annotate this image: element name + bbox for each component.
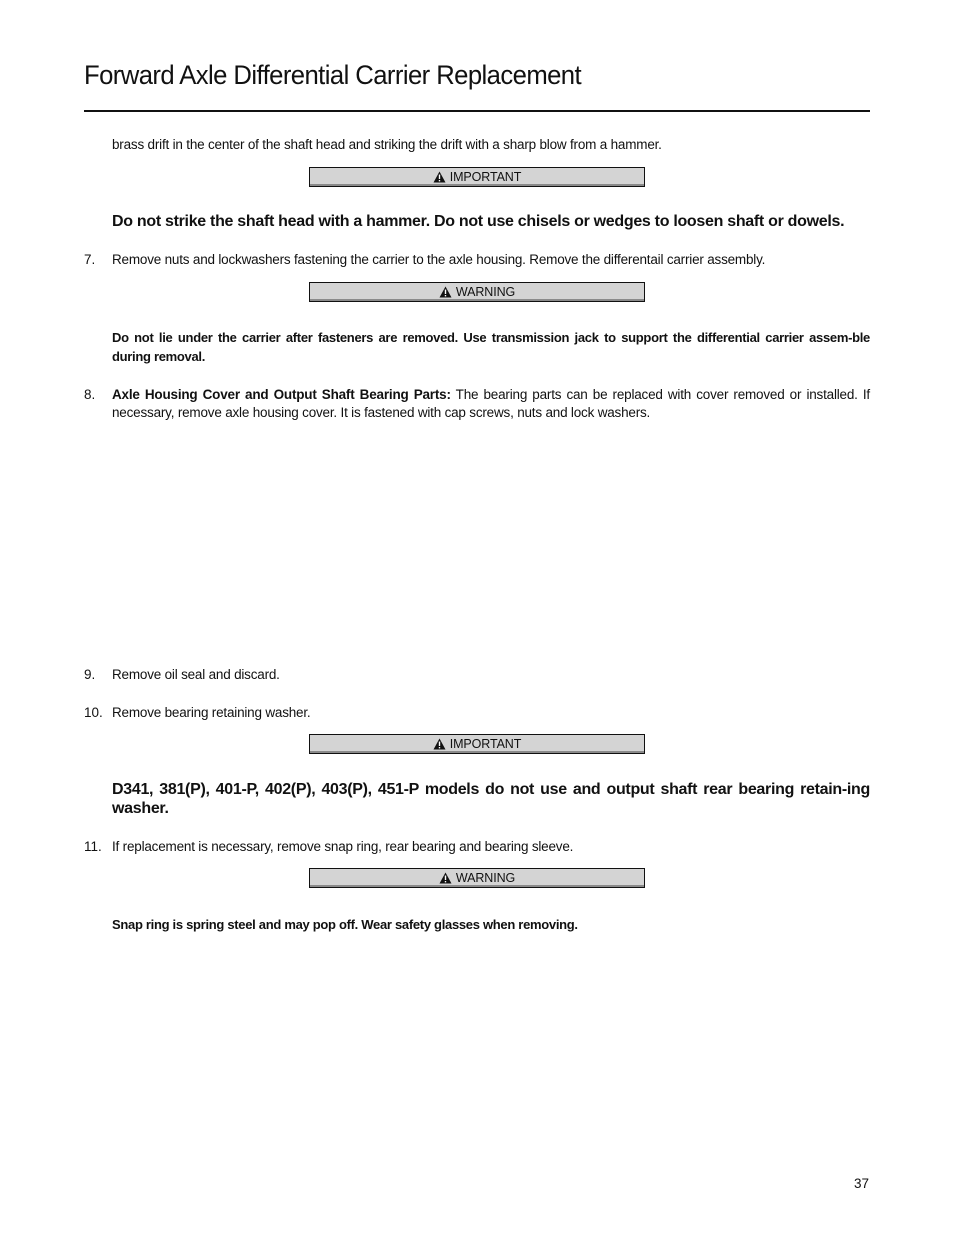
warning-notice: Do not lie under the carrier after fasteners are removed. Use transmission jack to support the differential carrier assem-ble during removal. xyxy=(112,330,870,364)
important-notice: Do not strike the shaft head with a hammer. Do not use chisels or wedges to loosen shaft or dowels. xyxy=(112,213,845,230)
important-notice: D341, 381(P), 401-P, 402(P), 403(P), 451-P models do not use and output shaft rear bearing retain-ing washer. xyxy=(112,781,870,817)
important-callout xyxy=(309,167,645,187)
warning-triangle-icon xyxy=(433,171,446,183)
step-text: Remove oil seal and discard. xyxy=(112,667,280,682)
step-number: 9. xyxy=(84,667,96,682)
intro-paragraph: brass drift in the center of the shaft head and striking the drift with a sharp blow from a hammer. xyxy=(112,137,662,152)
warning-notice: Snap ring is spring steel and may pop off. Wear safety glasses when removing. xyxy=(112,917,578,932)
step-text: If replacement is necessary, remove snap ring, rear bearing and bearing sleeve. xyxy=(112,839,574,854)
page-number: 37 xyxy=(854,1176,870,1191)
step-number: 10. xyxy=(84,705,103,720)
warning-triangle-icon xyxy=(433,738,446,750)
warning-triangle-icon xyxy=(439,286,452,298)
callout-label: IMPORTANT xyxy=(449,170,522,184)
step-text xyxy=(112,386,870,422)
step-body: The bearing parts can be replaced with cover removed or installed. If necessary, remove axle housing cover. It is fastened with cap screws, nuts and lock washers. xyxy=(112,387,870,420)
callout-label: WARNING xyxy=(455,871,516,885)
step-text: Remove nuts and lockwashers fastening the carrier to the axle housing. Remove the differentail carrier assembly. xyxy=(112,252,766,267)
callout-label: IMPORTANT xyxy=(449,737,522,751)
warning-triangle-icon xyxy=(439,872,452,884)
step-number: 11. xyxy=(84,839,102,854)
important-callout xyxy=(309,734,645,754)
warning-callout xyxy=(309,868,645,888)
step-number: 8. xyxy=(84,387,96,402)
step-text: Remove bearing retaining washer. xyxy=(112,705,311,720)
callout-label: WARNING xyxy=(455,285,516,299)
warning-callout xyxy=(309,282,645,302)
title-rule xyxy=(84,110,870,112)
step-bold-lead: Axle Housing Cover and Output Shaft Bearing Parts: xyxy=(112,387,451,402)
page-title: Forward Axle Differential Carrier Replacement xyxy=(84,60,582,90)
step-number: 7. xyxy=(84,252,96,267)
